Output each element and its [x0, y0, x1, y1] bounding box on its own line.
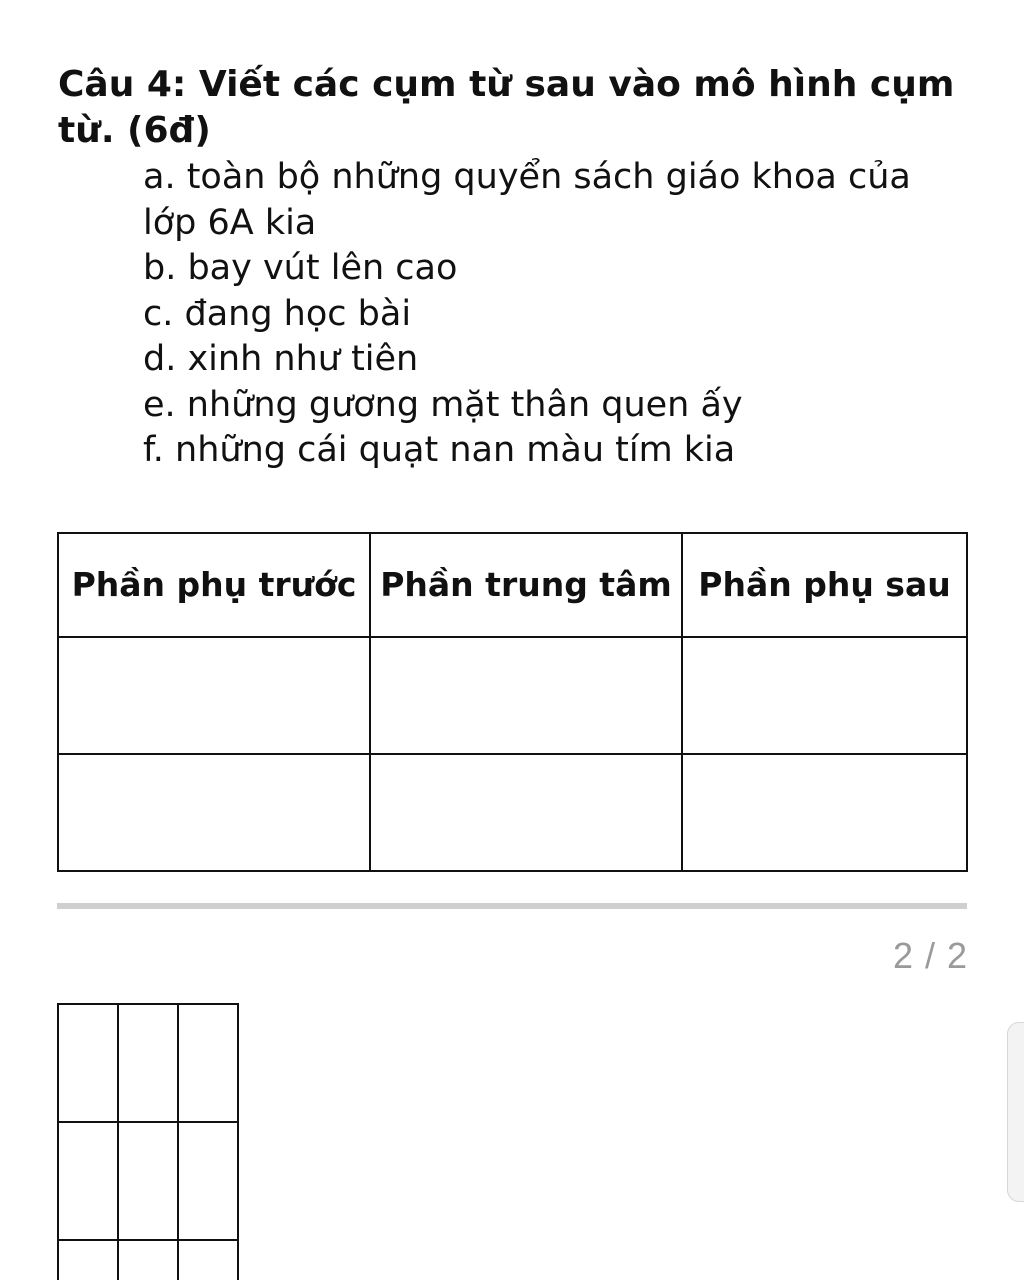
- table-cell: [118, 1240, 178, 1280]
- question-title: Câu 4: Viết các cụm từ sau vào mô hình cụm từ. (6đ): [58, 64, 955, 151]
- header-pre-modifier: Phần phụ trước: [58, 533, 370, 637]
- page-divider: [57, 903, 967, 909]
- page-indicator: 2 / 2: [892, 935, 968, 976]
- table-cell: [682, 637, 967, 754]
- phrase-item-d: d. xinh như tiên: [143, 339, 419, 379]
- phrase-model-table: [57, 532, 968, 872]
- header-head-word: Phần trung tâm: [370, 533, 682, 637]
- phrase-list: [143, 155, 963, 474]
- phrase-item-a: a. toàn bộ những quyển sách giáo khoa của lớp 6A kia: [143, 157, 911, 243]
- table-cell: [58, 637, 370, 754]
- table-cell: [370, 754, 682, 871]
- table-cell: [58, 1004, 118, 1122]
- table-row: [58, 754, 967, 871]
- table-header-row: [58, 533, 967, 637]
- table-cell: [178, 1004, 238, 1122]
- table-row: [58, 1004, 238, 1122]
- table-row: [58, 637, 967, 754]
- table-cell: [118, 1004, 178, 1122]
- table-cell: [178, 1122, 238, 1240]
- table-cell: [118, 1122, 178, 1240]
- phrase-item-c: c. đang học bài: [143, 293, 412, 334]
- table-cell: [682, 754, 967, 871]
- phrase-item-e: e. những gương mặt thân quen ấy: [143, 384, 743, 425]
- table-cell: [58, 754, 370, 871]
- phrase-item-f: f. những cái quạt nan màu tím kia: [143, 430, 736, 470]
- table-cell: [178, 1240, 238, 1280]
- table-row: [58, 1122, 238, 1240]
- next-page-table-fragment: [57, 1003, 239, 1280]
- table-cell: [58, 1240, 118, 1280]
- table-cell: [58, 1122, 118, 1240]
- phrase-item-b: b. bay vút lên cao: [143, 248, 458, 288]
- table-row: [58, 1240, 238, 1280]
- header-post-modifier: Phần phụ sau: [682, 533, 967, 637]
- scrollbar-handle[interactable]: [1007, 1022, 1024, 1202]
- table-cell: [370, 637, 682, 754]
